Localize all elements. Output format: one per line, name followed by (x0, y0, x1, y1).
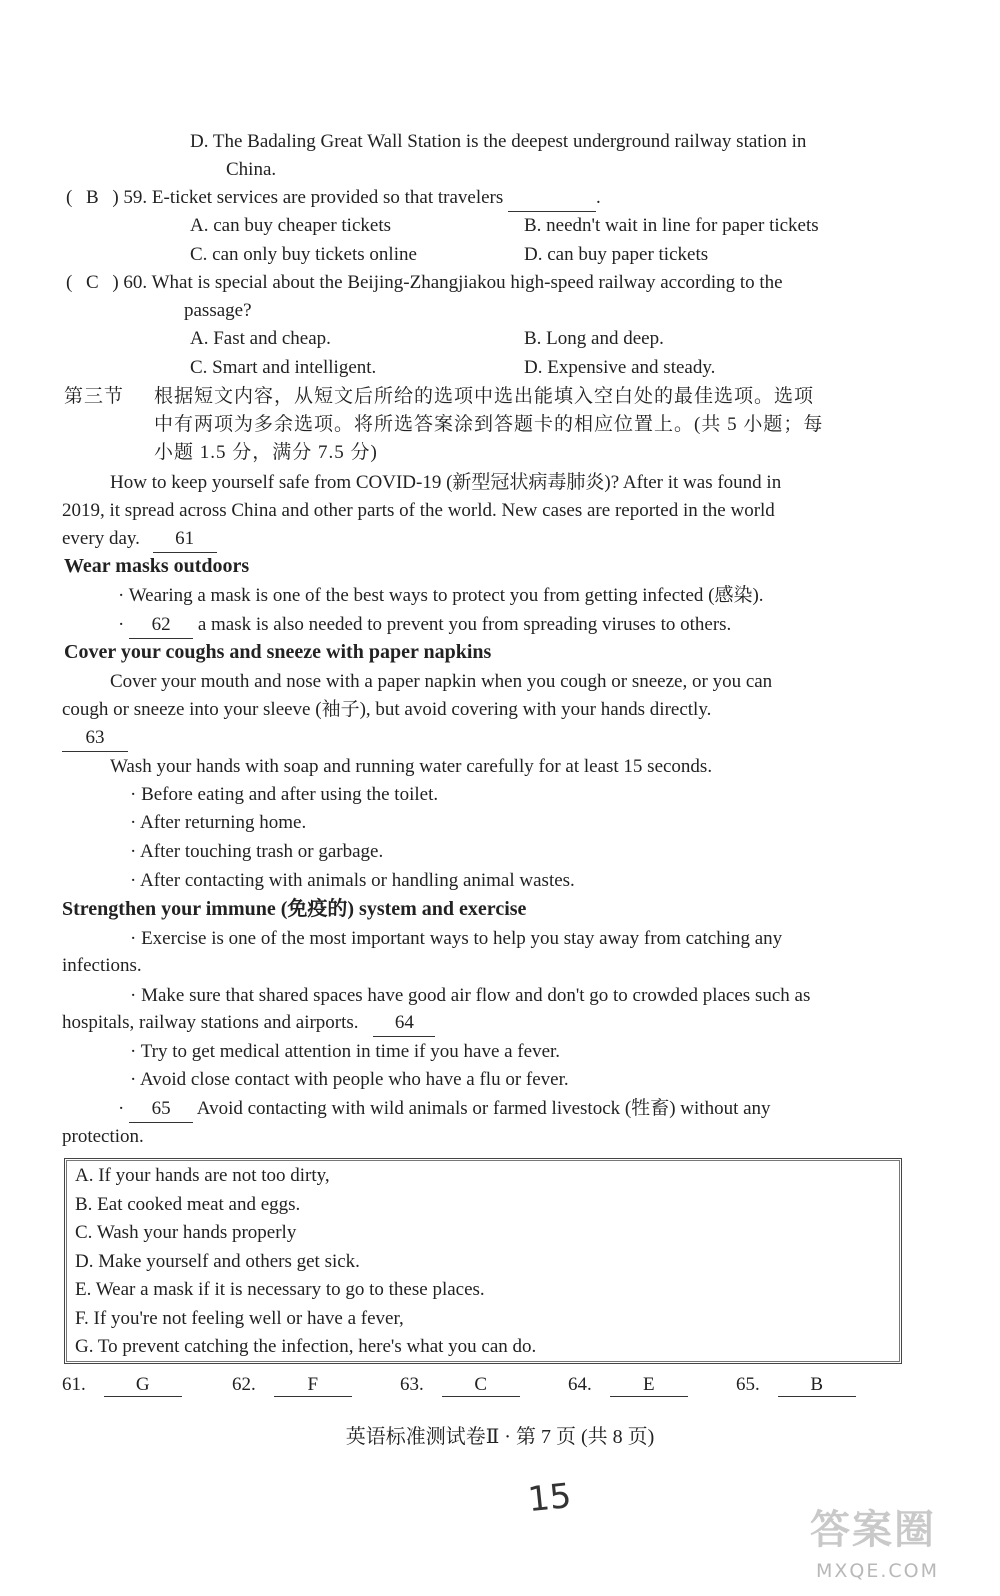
answer-61 (62, 1374, 182, 1397)
answer-value: F (274, 1374, 352, 1397)
q59-option-d: D. can buy paper tickets (524, 244, 709, 265)
section3-instruction-3: 小题 1.5 分，满分 7.5 分) (154, 442, 378, 463)
option-g: G. To prevent catching the infection, here's what you can do. (75, 1336, 537, 1357)
page-footer: 英语标准测试卷Ⅱ · 第 7 页 (共 8 页) (345, 1426, 655, 1448)
q59-text: E-ticket services are provided so that travelers (151, 187, 504, 208)
bullet-mask-2 (118, 612, 731, 639)
bullet-immune-3: · Try to get medical attention in time if you have a fever. (130, 1041, 561, 1062)
q60-stem-cont: passage? (184, 300, 252, 321)
q60-stem: ( C ) 60. What is special about the Beijing-Zhangjiakou high-speed railway according to the (66, 270, 783, 296)
answer-number: 62. (232, 1374, 256, 1395)
q60-option-d: D. Expensive and steady. (524, 357, 716, 378)
bullet-immune-2-text: hospitals, railway stations and airports. (62, 1012, 359, 1033)
q59-number: 59. (123, 187, 148, 208)
answer-64 (568, 1374, 688, 1397)
q60-option-a: A. Fast and cheap. (190, 328, 331, 349)
answer-62 (232, 1374, 352, 1397)
answer-number: 64. (568, 1374, 592, 1395)
q60-answer: C (85, 272, 99, 293)
bullet-dot: · (118, 614, 125, 635)
bullet-immune-5-text: Avoid contacting with wild animals or farmed livestock (牲畜) without any (196, 1098, 771, 1119)
bullet-wash-1: · Before eating and after using the toilet. (130, 784, 439, 805)
option-a: A. If your hands are not too dirty, (75, 1165, 330, 1186)
q59-option-a: A. can buy cheaper tickets (190, 215, 391, 236)
answer-65 (736, 1374, 856, 1397)
q60-option-c: C. Smart and intelligent. (190, 357, 377, 378)
q59-blank (508, 185, 596, 212)
option-f: F. If you're not feeling well or have a fever, (75, 1308, 404, 1329)
option-b: B. Eat cooked meat and eggs. (75, 1194, 301, 1215)
bullet-mask-1: · Wearing a mask is one of the best ways to protect you from getting infected (感染). (118, 585, 764, 606)
answer-number: 65. (736, 1374, 760, 1395)
blank-62: 62 (129, 612, 193, 639)
passage-p2-line1: Cover your mouth and nose with a paper napkin when you cough or sneeze, or you can (110, 671, 773, 692)
bullet-immune-1-cont: infections. (62, 955, 142, 976)
passage-p3: Wash your hands with soap and running water carefully for at least 15 seconds. (110, 756, 713, 777)
heading-wear-masks: Wear masks outdoors (64, 555, 250, 577)
q59-option-c: C. can only buy tickets online (190, 244, 417, 265)
passage-p1-line2: 2019, it spread across China and other parts of the world. New cases are reported in the world (62, 500, 775, 521)
bullet-immune-2-cont (62, 1010, 435, 1037)
section3-instruction-2: 中有两项为多余选项。将所选答案涂到答题卡的相应位置上。(共 5 小题；每 (154, 414, 824, 435)
blank-63: 63 (62, 725, 128, 752)
watermark (790, 1498, 990, 1588)
blank-61: 61 (153, 526, 217, 553)
bullet-wash-4: · After contacting with animals or handling animal wastes. (130, 870, 575, 891)
heading-immune: Strengthen your immune (免疫的) system and exercise (62, 898, 527, 920)
q59-stem: ( B ) 59. E-ticket services are provided so that travelers . (66, 185, 601, 212)
bullet-immune-4: · Avoid close contact with people who have a flu or fever. (130, 1069, 569, 1090)
answer-63 (400, 1374, 520, 1397)
answer-value: G (104, 1374, 182, 1397)
q59-answer: B (85, 187, 99, 208)
q58-option-d-cont: China. (226, 159, 277, 180)
q58-option-d: D. The Badaling Great Wall Station is the deepest underground railway station in (190, 131, 807, 152)
bullet-immune-5 (118, 1096, 771, 1123)
q60-number: 60. (123, 272, 148, 293)
q60-text: What is special about the Beijing-Zhangjiakou high-speed railway according to the (151, 272, 783, 293)
passage-p2-line2: cough or sneeze into your sleeve (袖子), but avoid covering with your hands directly. (62, 699, 712, 720)
passage-p1-text: every day. (62, 528, 140, 549)
bullet-dot: · (118, 1098, 125, 1119)
heading-cover-coughs: Cover your coughs and sneeze with paper napkins (64, 641, 492, 663)
section3-instruction-1: 根据短文内容，从短文后所给的选项中选出能填入空白处的最佳选项。选项 (154, 386, 815, 407)
bullet-immune-1: · Exercise is one of the most important ways to help you stay away from catching any (130, 928, 783, 949)
watermark-logo: 答案圈 (810, 1507, 936, 1553)
bullet-wash-3: · After touching trash or garbage. (130, 841, 384, 862)
passage-blank-63-line (62, 725, 128, 752)
answer-value: C (442, 1374, 520, 1397)
bullet-mask-2-text: a mask is also needed to prevent you from spreading viruses to others. (197, 614, 732, 635)
passage-p1-line1: How to keep yourself safe from COVID-19 (新型冠状病毒肺炎)? After it was found in (110, 472, 782, 493)
option-c: C. Wash your hands properly (75, 1222, 297, 1243)
handwritten-page-number: 15 (526, 1475, 574, 1521)
answer-value: B (778, 1374, 856, 1397)
bullet-wash-2: · After returning home. (130, 812, 307, 833)
section3-label: 第三节 (64, 386, 125, 407)
watermark-url: MXQE.COM (816, 1560, 940, 1582)
blank-64: 64 (373, 1010, 435, 1037)
bullet-immune-5-cont: protection. (62, 1126, 144, 1147)
blank-65: 65 (129, 1096, 193, 1123)
options-box (64, 1158, 902, 1364)
bullet-immune-2: · Make sure that shared spaces have good air flow and don't go to crowded places such as (130, 985, 811, 1006)
q59-option-b: B. needn't wait in line for paper tickets (524, 215, 819, 236)
passage-p1-line3 (62, 526, 217, 553)
q60-option-b: B. Long and deep. (524, 328, 664, 349)
option-e: E. Wear a mask if it is necessary to go to these places. (75, 1279, 485, 1300)
answer-number: 63. (400, 1374, 424, 1395)
answer-number: 61. (62, 1374, 86, 1395)
option-d: D. Make yourself and others get sick. (75, 1251, 360, 1272)
answer-value: E (610, 1374, 688, 1397)
